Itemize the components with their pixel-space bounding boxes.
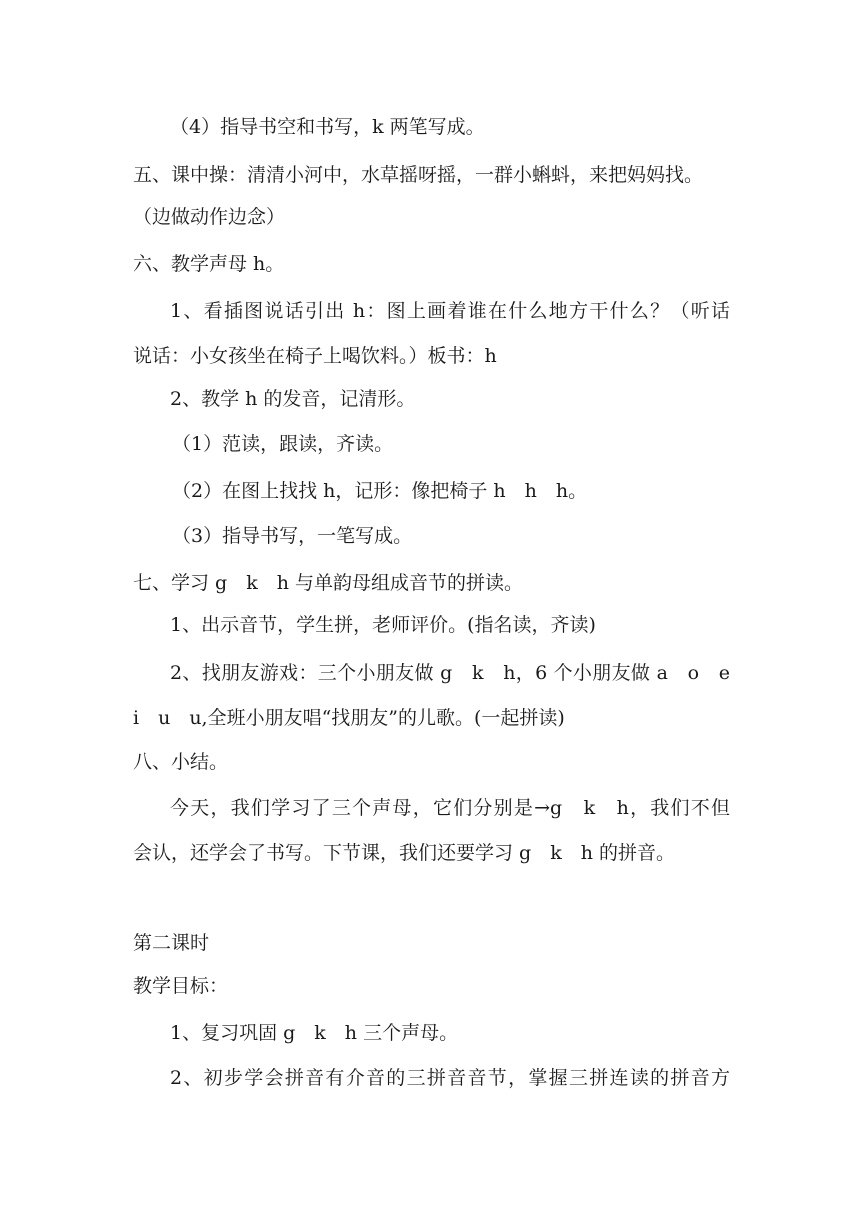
- section-7-item-1: 1、出示音节，学生拼，老师评价。(指名读，齐读): [170, 614, 596, 636]
- section-5-note: （边做动作边念）: [133, 206, 286, 228]
- section-5-exercise: 五、课中操：清清小河中，水草摇呀摇，一群小蝌蚪，来把妈妈找。: [133, 164, 704, 186]
- step-4-writing: （4）指导书空和书写，k 两笔写成。: [170, 116, 485, 138]
- teaching-goal-1: 1、复习巩固 g k h 三个声母。: [170, 1022, 459, 1044]
- section-8-heading: 八、小结。: [133, 751, 229, 773]
- section-6-step-3: （3）指导书写，一笔写成。: [172, 525, 413, 547]
- section-6-item-2: 2、教学 h 的发音，记清形。: [170, 388, 416, 410]
- section-6-item-1-continued: 说话：小女孩坐在椅子上喝饮料。）板书：h: [133, 345, 497, 367]
- section-7-item-2: 2、找朋友游戏：三个小朋友做 g k h，6 个小朋友做 a o e: [170, 662, 730, 684]
- teaching-goals-heading: 教学目标：: [133, 975, 229, 997]
- section-6-step-1: （1）范读，跟读，齐读。: [172, 433, 394, 455]
- summary-paragraph: 今天，我们学习了三个声母，它们分别是→g k h，我们不但: [170, 797, 730, 819]
- lesson-2-title: 第二课时: [133, 932, 210, 954]
- summary-paragraph-continued: 会认，还学会了书写。下节课，我们还要学习 g k h 的拼音。: [133, 842, 675, 864]
- section-7-heading: 七、学习 g k h 与单韵母组成音节的拼读。: [133, 572, 523, 594]
- section-6-item-1: 1、看插图说话引出 h：图上画着谁在什么地方干什么？（听话: [170, 300, 730, 322]
- section-6-heading: 六、教学声母 h。: [133, 253, 285, 275]
- teaching-goal-2: 2、初步学会拼音有介音的三拼音音节，掌握三拼连读的拼音方: [170, 1067, 730, 1089]
- section-6-step-2: （2）在图上找找 h，记形：像把椅子 h h h。: [172, 480, 588, 502]
- section-7-item-2-continued: i u u,全班小朋友唱“找朋友”的儿歌。(一起拼读): [133, 707, 565, 729]
